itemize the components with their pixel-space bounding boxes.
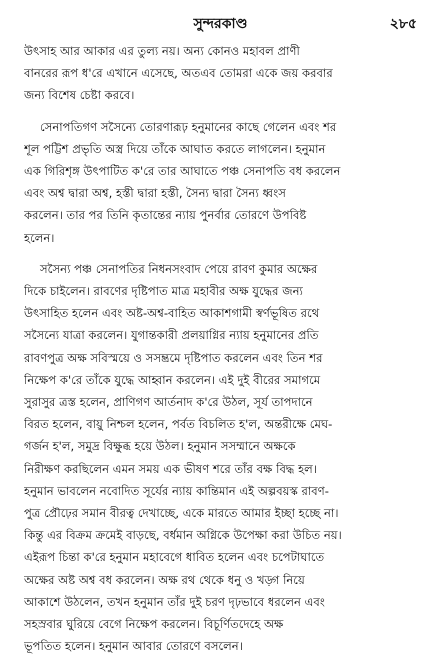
paragraph-1 (24, 40, 417, 107)
body-text (24, 40, 417, 657)
text-line: বিরত হলেন, বায়ু নিশ্চল হলেন, পর্বত বিচলিত হ'ল, অন্তরীক্ষে মেঘ- (24, 417, 333, 432)
text-line: সুরাসুর ত্রস্ত হলেন, প্রাণিগণ আর্তনাদ ক'রে উঠল, সূর্য তাপদানে (24, 395, 313, 410)
text-line: ভূপতিত হলেন। হনুমান আবার তোরণে বসলেন। (24, 639, 243, 654)
text-line: সেনাপতিগণ সসৈন্যে তোরণারূঢ় হনুমানের কাছে গেলেন এবং শর (40, 119, 337, 134)
text-line: জন্য বিশেষ চেষ্টা করবে। (24, 88, 135, 103)
page-header (24, 12, 417, 34)
text-line: এক গিরিশৃঙ্গ উৎপাটিত ক'রে তার আঘাতে পঞ্চ সেনাপতি বধ করলেন (24, 164, 341, 179)
running-head: সুন্দরকাণ্ড (193, 16, 248, 32)
text-line: উৎসাহ আর আকার এর তুল্য নয়। অন্য কোনও মহাবল প্রাণী (24, 44, 300, 58)
text-line: এবং অশ্ব দ্বারা অশ্ব, হস্তী দ্বারা হস্তী, সৈন্য দ্বারা সৈন্য ধ্বংস (24, 186, 286, 201)
text-line: বানরের রূপ ধ'রে এখানে এসেছে, অতএব তোমরা একে জয় করবার (24, 66, 333, 81)
paragraph-3 (24, 258, 417, 657)
text-line: কিন্তু এর বিক্রম ক্রমেই বাড়ছে, বর্ধমান অগ্নিকে উপেক্ষা করা উচিত নয়। (24, 528, 342, 543)
text-line: শূল পট্টিশ প্রভৃতি অস্ত্র দিয়ে তাঁকে আঘাত করতে লাগলেন। হনুমান (24, 141, 326, 156)
text-line: হনুমান ভাবলেন নবোদিত সূর্যের ন্যায় কান্তিমান এই অল্পবয়স্ক রাবণ- (24, 483, 329, 498)
text-line: হলেন। (24, 230, 55, 245)
text-line: রাবণপুত্র অক্ষ সবিস্ময়ে ও সসম্ভ্রমে দৃষ্টিপাত করলেন এবং তিন শর (24, 350, 323, 365)
text-line: দিকে চাইলেন। রাবণের দৃষ্টিপাত মাত্র মহাবীর অক্ষ যুদ্ধের জন্য (24, 284, 303, 299)
text-line: নিক্ষেপ ক'রে তাঁকে যুদ্ধে আহ্বান করলেন। এই দুই বীরের সমাগমে (24, 372, 321, 387)
text-line: উৎসাহিত হলেন এবং অষ্ট-অশ্ব-বাহিত আকাশগামী স্বর্ণভূষিত রথে (24, 306, 320, 321)
paragraph-2 (24, 116, 417, 249)
text-line: নিরীক্ষণ করছিলেন এমন সময় এক ভীষণ শরে তাঁর বক্ষ বিদ্ধ হল। (24, 461, 317, 476)
page-number: ২৮৫ (389, 16, 417, 32)
text-line: পুত্র প্রৌঢ়ের সমান বীরত্ব দেখাচ্ছে, একে মারতে আমার ইচ্ছা হচ্ছে না। (24, 506, 339, 521)
text-line: সসৈন্য পঞ্চ সেনাপতির নিধনসংবাদ পেয়ে রাবণ কুমার অক্ষের (40, 261, 318, 276)
text-line: গর্জন হ'ল, সমুদ্র বিক্ষুব্ধ হয়ে উঠল। হনুমান সসম্মানে অক্ষকে (24, 439, 296, 454)
text-line: করলেন। তার পর তিনি কৃতান্তের ন্যায় পুনর্বার তোরণে উপবিষ্ট (24, 208, 307, 223)
text-line: অক্ষের অষ্ট অশ্ব বধ করলেন। অক্ষ রথ থেকে ধনু ও খড়্গ নিয়ে (24, 572, 305, 587)
text-line: সসৈন্যে যাত্রা করলেন। যুগান্তকারী প্রলয়াগ্নির ন্যায় হনুমানের প্রতি (24, 328, 319, 343)
text-line: আকাশে উঠলেন, তখন হনুমান তাঁর দুই চরণ দৃঢ়ভাবে ধরলেন এবং (24, 594, 325, 609)
text-line: এইরূপ চিন্তা ক'রে হনুমান মহাবেগে ধাবিত হলেন এবং চপেটাঘাতে (24, 550, 325, 565)
text-line: সহস্রবার ঘুরিয়ে বেগে নিক্ষেপ করলেন। বিচূর্ণিতদেহে অক্ষ (24, 617, 284, 632)
